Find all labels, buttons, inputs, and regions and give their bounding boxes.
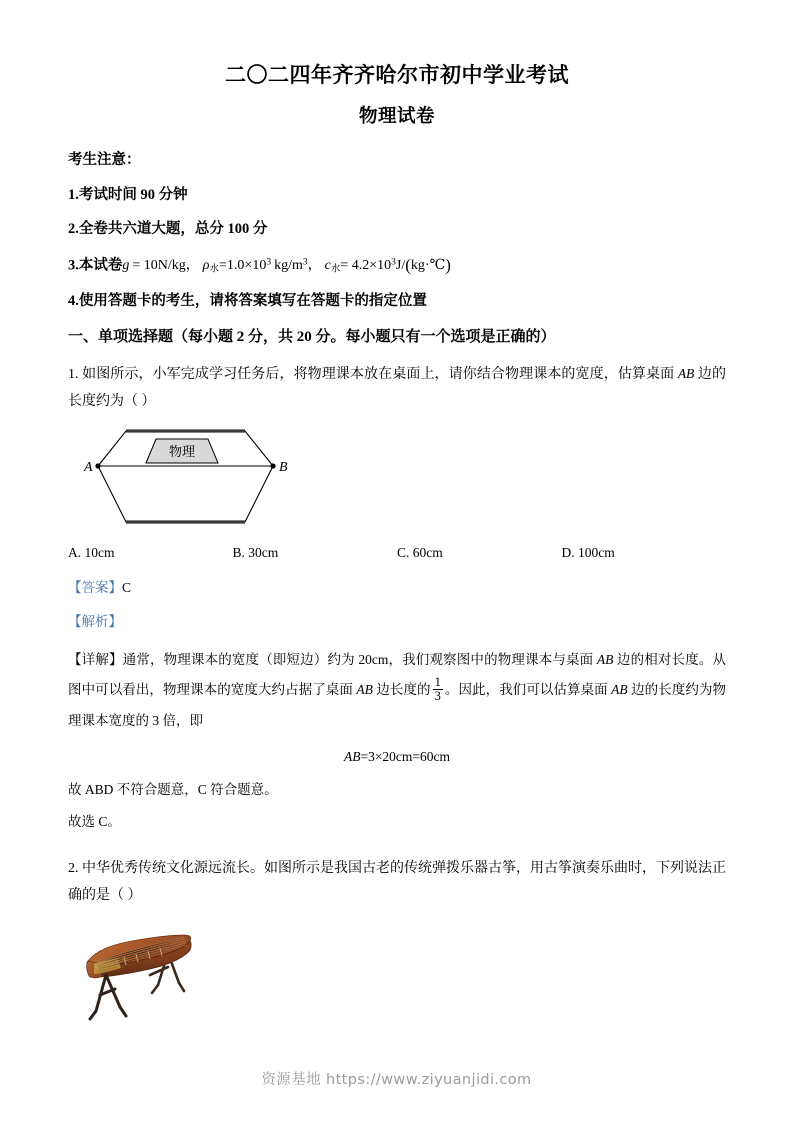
question-1-text-part1: 1. 如图所示，小军完成学习任务后，将物理课本放在桌面上，请你结合物理课本的宽度，估算桌面 — [68, 366, 678, 382]
vertex-a-label: A — [84, 460, 93, 476]
page-content — [68, 62, 726, 1028]
detail-tag: 【详解】 — [68, 651, 123, 667]
page-title: 二〇二四年齐齐哈尔市初中学业考试 — [225, 63, 569, 87]
question-1-formula — [68, 746, 726, 768]
vertex-b-label: B — [279, 460, 288, 476]
question-1-conclusion-1: 故 ABD 不符合题意，C 符合题意。 — [68, 781, 278, 797]
detail-part-1: 通常，物理课本的宽度（即短边）约为 20cm，我们观察图中的物理课本与桌面 — [122, 651, 597, 667]
detail-part-3: 边长度的 — [372, 682, 431, 698]
question-2-block — [68, 855, 726, 1029]
vertex-a-dot — [95, 464, 100, 469]
question-1-text — [68, 361, 726, 416]
answer-value: C — [122, 579, 132, 595]
table-with-book-diagram — [78, 423, 293, 531]
option-c[interactable]: C. 60cm — [397, 545, 443, 561]
formula-expression: =3×20cm=60cm — [360, 749, 451, 765]
analysis-tag: 【解析】 — [68, 614, 122, 630]
fraction-numerator: 1 — [434, 675, 441, 690]
question-1-options — [68, 542, 726, 564]
question-1-ab-label: AB — [677, 365, 695, 381]
guzheng-stand-front — [90, 975, 126, 1019]
detail-ab-1: AB — [596, 651, 614, 667]
question-1-detail — [68, 645, 726, 736]
one-third-fraction — [433, 676, 443, 703]
book-label: 物理 — [168, 445, 196, 461]
notice-item-3-prefix: 3.本试卷 — [68, 257, 123, 274]
option-d[interactable]: D. 100cm — [561, 545, 615, 561]
vertex-b-dot — [270, 464, 275, 469]
question-1-answer-line — [68, 577, 726, 599]
option-b[interactable]: B. 30cm — [232, 545, 279, 561]
detail-part-4: 。因此，我们可以估算桌面 — [444, 682, 612, 698]
guzheng-photo — [80, 923, 215, 1023]
question-2-text: 2. 中华优秀传统文化源远流长。如图所示是我国古老的传统弹拨乐器古筝，用古筝演奏乐曲时，下列说法正确的是（ ） — [68, 860, 726, 904]
question-1-conclusion-2: 故选 C。 — [68, 814, 121, 830]
detail-part-2: 边的相对长度。从图中可以看出，物理课本的宽度大约占据了桌面 — [68, 651, 727, 698]
option-a[interactable]: A. 10cm — [68, 545, 115, 561]
question-1-analysis-line — [68, 611, 726, 633]
footer-watermark: 资源基地 https://www.ziyuanjidi.com — [261, 1072, 532, 1088]
question-1-figure — [78, 423, 726, 536]
physics-constants-formula: g = 10N/kg， $\rho_水=1.0\times 10^3$ $kg/m^3$， $c_水=$ $4.2\times 10^3J/(kg\cdot℃)$ — [122, 256, 451, 276]
notice-item-4: 4.使用答题卡的考生，请将答案填写在答题卡的指定位置 — [68, 292, 427, 309]
page-subtitle: 物理试卷 — [358, 107, 435, 128]
formula-ab-label: AB — [343, 749, 361, 765]
detail-ab-2: AB — [356, 682, 373, 698]
fraction-denominator: 3 — [434, 689, 441, 704]
section-one-heading: 一、单项选择题（每小题 2 分，共 20 分。每小题只有一个选项是正确的） — [68, 328, 556, 345]
question-2-figure — [80, 923, 726, 1028]
notice-item-3 — [68, 255, 726, 278]
detail-part-5: 边的长度约为物理课本宽度的 3 倍，即 — [68, 682, 727, 728]
question-1-text-part2: 边的长度约为（ ） — [68, 366, 727, 409]
answer-tag: 【答案】 — [68, 579, 122, 595]
notice-item-2: 2.全卷共六道大题，总分 100 分 — [68, 221, 268, 238]
notice-heading: 考生注意： — [68, 152, 141, 169]
detail-ab-3: AB — [611, 682, 628, 698]
notice-item-1: 1.考试时间 90 分钟 — [68, 186, 188, 203]
